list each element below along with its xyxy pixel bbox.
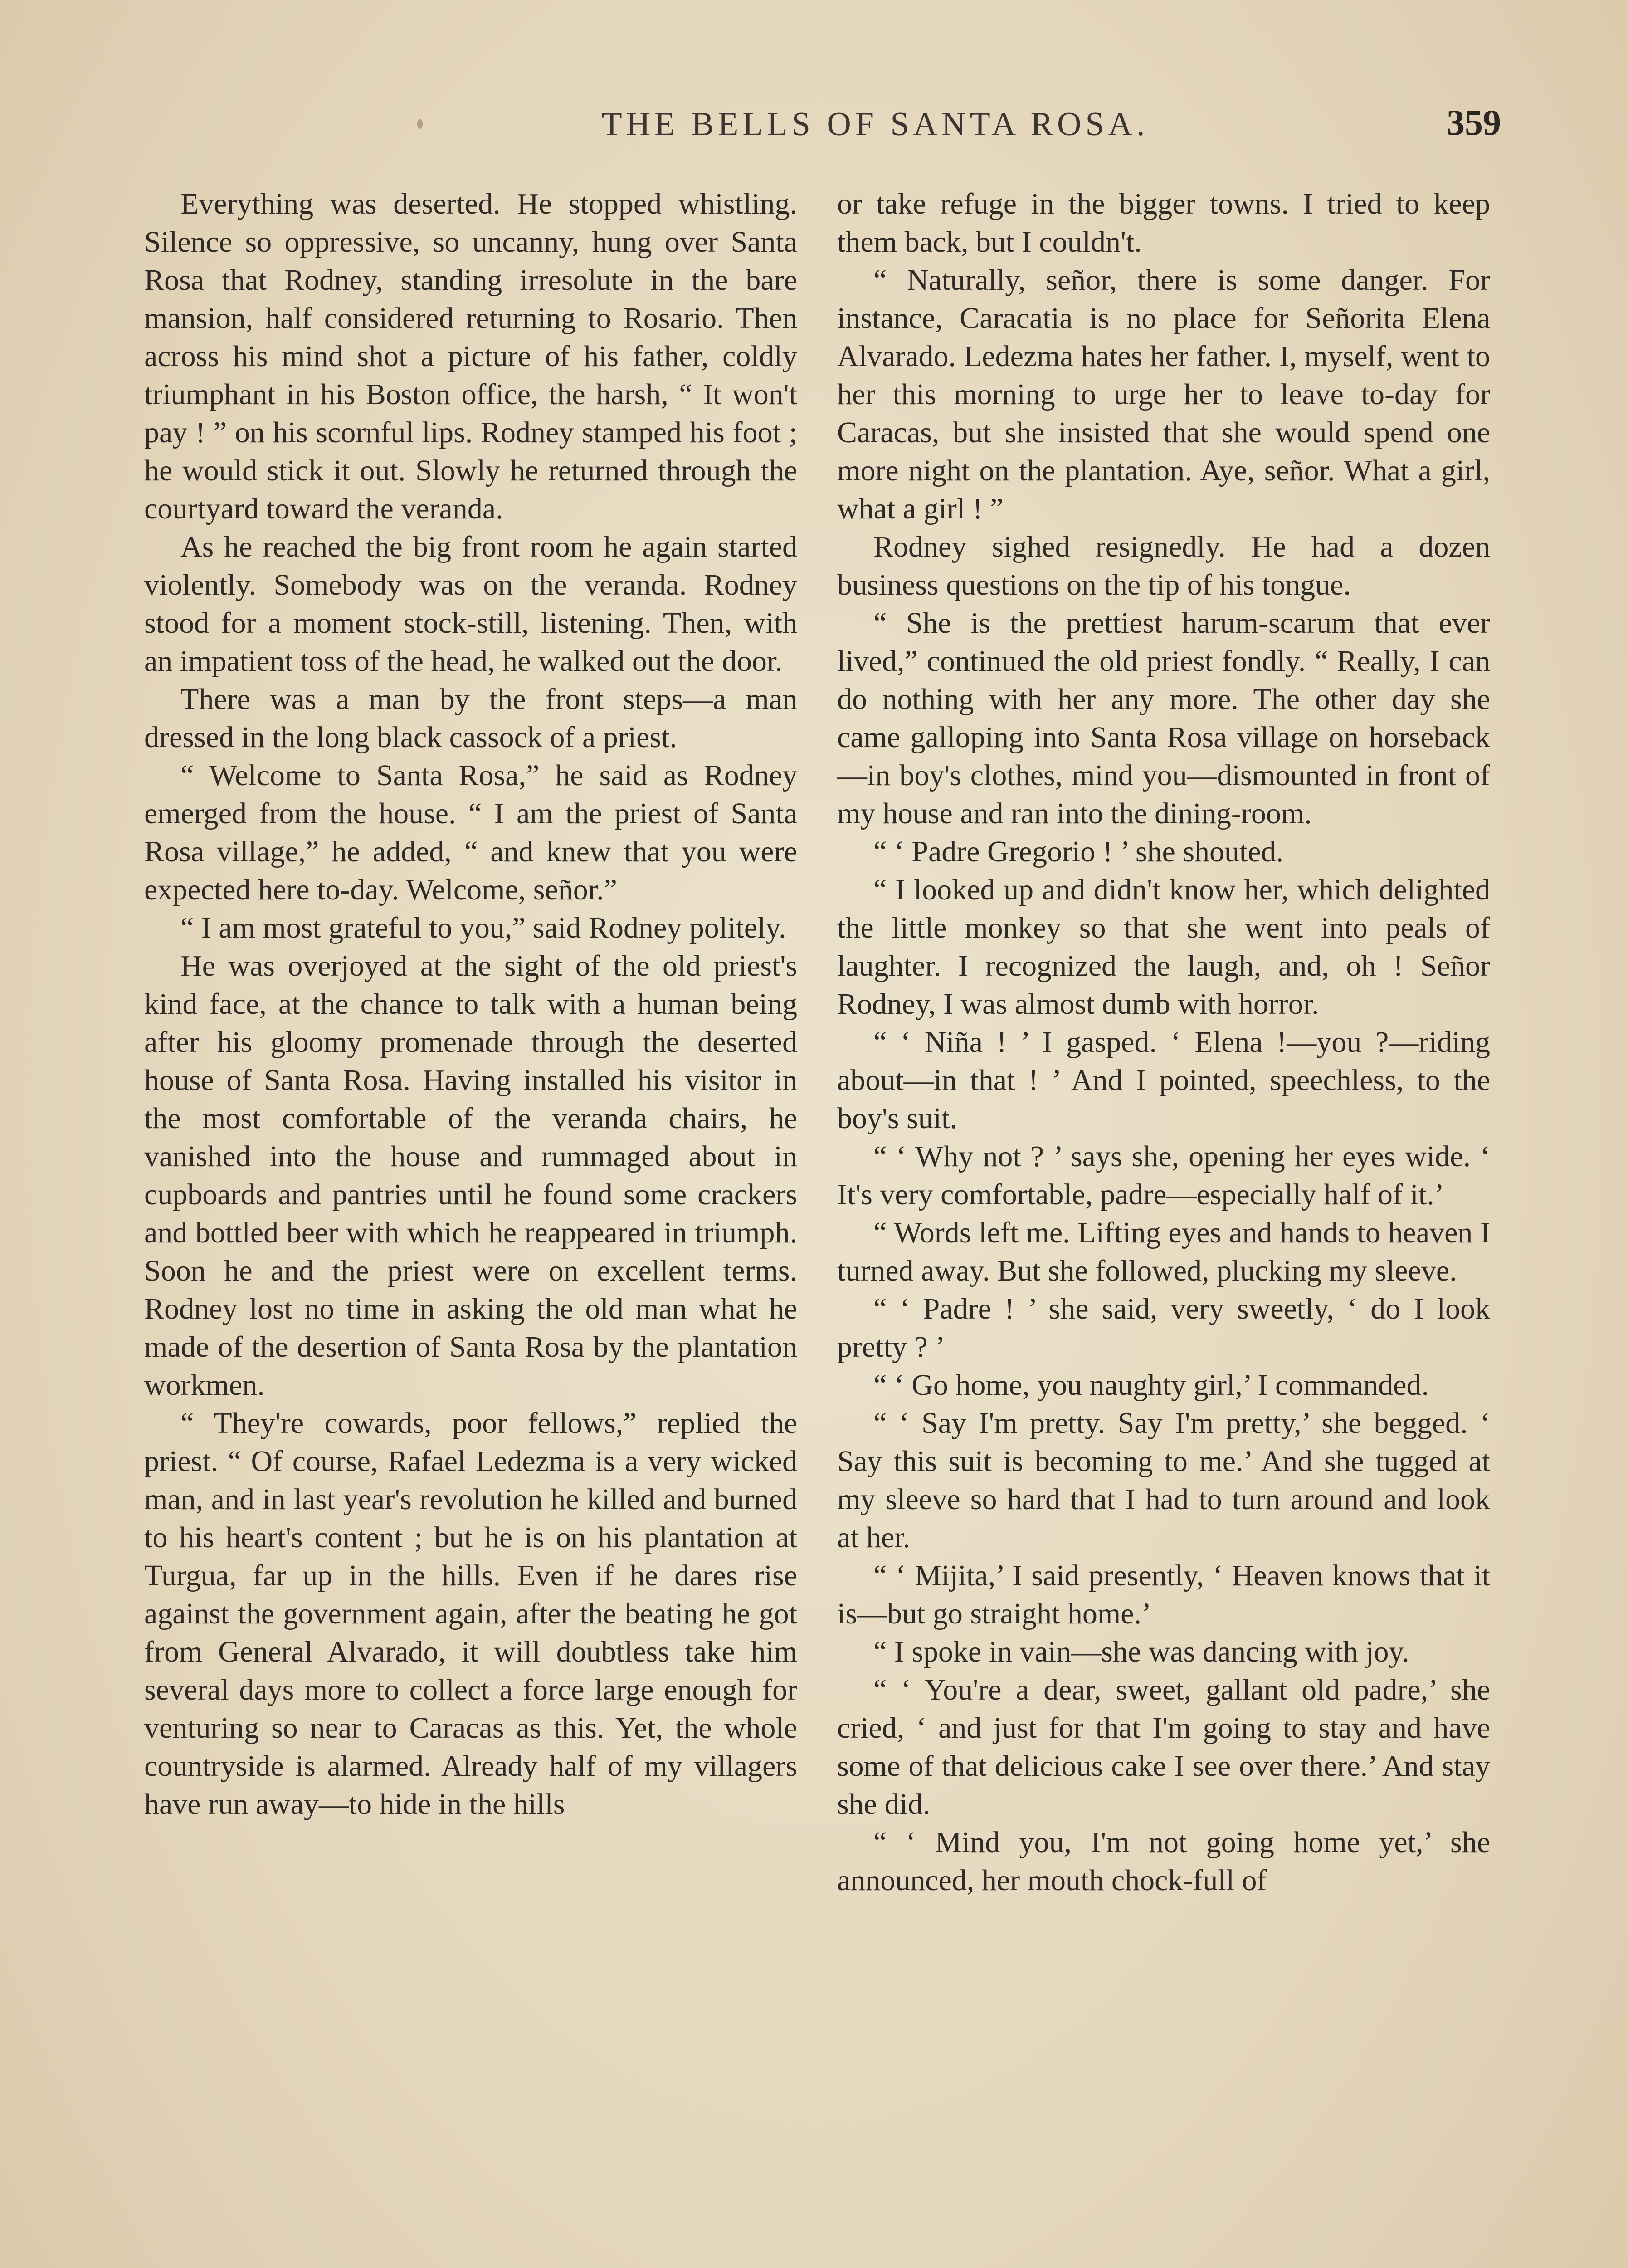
paragraph: “ ‘ Go home, you naughty girl,’ I commanded. xyxy=(873,1369,1429,1402)
paragraph: “ ‘ Why not ? ’ says she, opening her eyes wide. ‘ It's very comfortable, padre—especially half of it.’ xyxy=(837,1140,1490,1211)
paragraph: He was overjoyed at the sight of the old priest's kind face, at the chance to talk with a human being after his gloomy promenade through the deserted house of Santa Rosa. Having installed his visitor in the most comfortable of the veranda chairs, he vanished into the house and rummaged about in cupboards and pantries until he found some crackers and bottled beer with which he reappeared in triumph. Soon he and the priest were on excellent terms. Rodney lost no time in asking the old man what he made of the desertion of Santa Rosa by the plantation workmen. xyxy=(144,949,797,1402)
paragraph: “ She is the prettiest harum-scarum that ever lived,” continued the old priest fondly. “ Really, I can do nothing with her any more. The other day she came galloping into Santa Rosa village on horseback—in boy's clothes, mind you—dismounted in front of my house and ran into the dining-room. xyxy=(837,606,1490,830)
paragraph: “ ‘ Padre Gregorio ! ’ she shouted. xyxy=(873,835,1284,868)
paragraph: “ ‘ Padre ! ’ she said, very sweetly, ‘ do I look pretty ? ’ xyxy=(837,1292,1490,1364)
paragraph: As he reached the big front room he again started violently. Somebody was on the veranda. Rodney stood for a moment stock-still, listening. Then, with an impatient toss of the head, he walked out the door. xyxy=(144,530,797,678)
paragraph: “ I am most grateful to you,” said Rodney politely. xyxy=(180,911,786,944)
paragraph: “ ‘ You're a dear, sweet, gallant old padre,’ she cried, ‘ and just for that I'm going to stay and have some of that delicious cake I see over there.’ And stay she did. xyxy=(837,1673,1490,1821)
paper-blemish xyxy=(530,1415,538,1422)
paragraph: There was a man by the front steps—a man dressed in the long black cassock of a priest. xyxy=(144,683,797,754)
paragraph: “ ‘ Mijita,’ I said presently, ‘ Heaven knows that it is—but go straight home.’ xyxy=(837,1559,1490,1630)
page-number: 359 xyxy=(1447,103,1501,143)
paragraph: Rodney sighed resignedly. He had a dozen business questions on the tip of his tongue. xyxy=(837,530,1490,601)
paragraph: “ Naturally, señor, there is some danger. For instance, Caracatia is no place for Señorita Elena Alvarado. Ledezma hates her father. I, myself, went to her this morning to urge her to leave to-day for Caracas, but she insisted that she would spend one more night on the plantation. Aye, señor. What a girl, what a girl ! ” xyxy=(837,264,1490,525)
right-column xyxy=(837,185,1490,1900)
paragraph: “ Words left me. Lifting eyes and hands to heaven I turned away. But she followed, plucking my sleeve. xyxy=(837,1216,1490,1287)
paragraph: “ They're cowards, poor fellows,” replied the priest. “ Of course, Rafael Ledezma is a very wicked man, and in last year's revolution he killed and burned to his heart's content ; but he is on his plantation at Turgua, far up in the hills. Even if he dares rise against the government again, after the beating he got from General Alvarado, it will doubtless take him several days more to collect a force large enough for venturing so near to Caracas as this. Yet, the whole countryside is alarmed. Already half of my villagers have run away—to hide in the hills xyxy=(144,1407,797,1821)
paragraph: “ ‘ Niña ! ’ I gasped. ‘ Elena !—you ?—riding about—in that ! ’ And I pointed, speechless, to the boy's suit. xyxy=(837,1026,1490,1135)
running-title: THE BELLS OF SANTA ROSA. xyxy=(601,106,1149,143)
paragraph: or take refuge in the bigger towns. I tried to keep them back, but I couldn't. xyxy=(837,187,1490,259)
page-header xyxy=(181,103,1501,155)
paragraph: “ I spoke in vain—she was dancing with joy. xyxy=(873,1635,1409,1668)
paragraph: “ ‘ Say I'm pretty. Say I'm pretty,’ she begged. ‘ Say this suit is becoming to me.’ And she tugged at my sleeve so hard that I had to turn around and look at her. xyxy=(837,1407,1490,1554)
paragraph: “ ‘ Mind you, I'm not going home yet,’ she announced, her mouth chock-full of xyxy=(837,1826,1490,1897)
paper-blemish xyxy=(417,119,423,129)
left-column xyxy=(144,185,797,1823)
paragraph: “ I looked up and didn't know her, which delighted the little monkey so that she went into peals of laughter. I recognized the laugh, and, oh ! Señor Rodney, I was almost dumb with horror. xyxy=(837,873,1490,1021)
paragraph: Everything was deserted. He stopped whistling. Silence so oppressive, so uncanny, hung over Santa Rosa that Rodney, standing irresolute in the bare mansion, half considered returning to Rosario. Then across his mind shot a picture of his father, coldly triumphant in his Boston office, the harsh, “ It won't pay ! ” on his scornful lips. Rodney stamped his foot ; he would stick it out. Slowly he returned through the courtyard toward the veranda. xyxy=(144,187,797,525)
paragraph: “ Welcome to Santa Rosa,” he said as Rodney emerged from the house. “ I am the priest of Santa Rosa village,” he added, “ and knew that you were expected here to-day. Welcome, señor.” xyxy=(144,759,797,906)
